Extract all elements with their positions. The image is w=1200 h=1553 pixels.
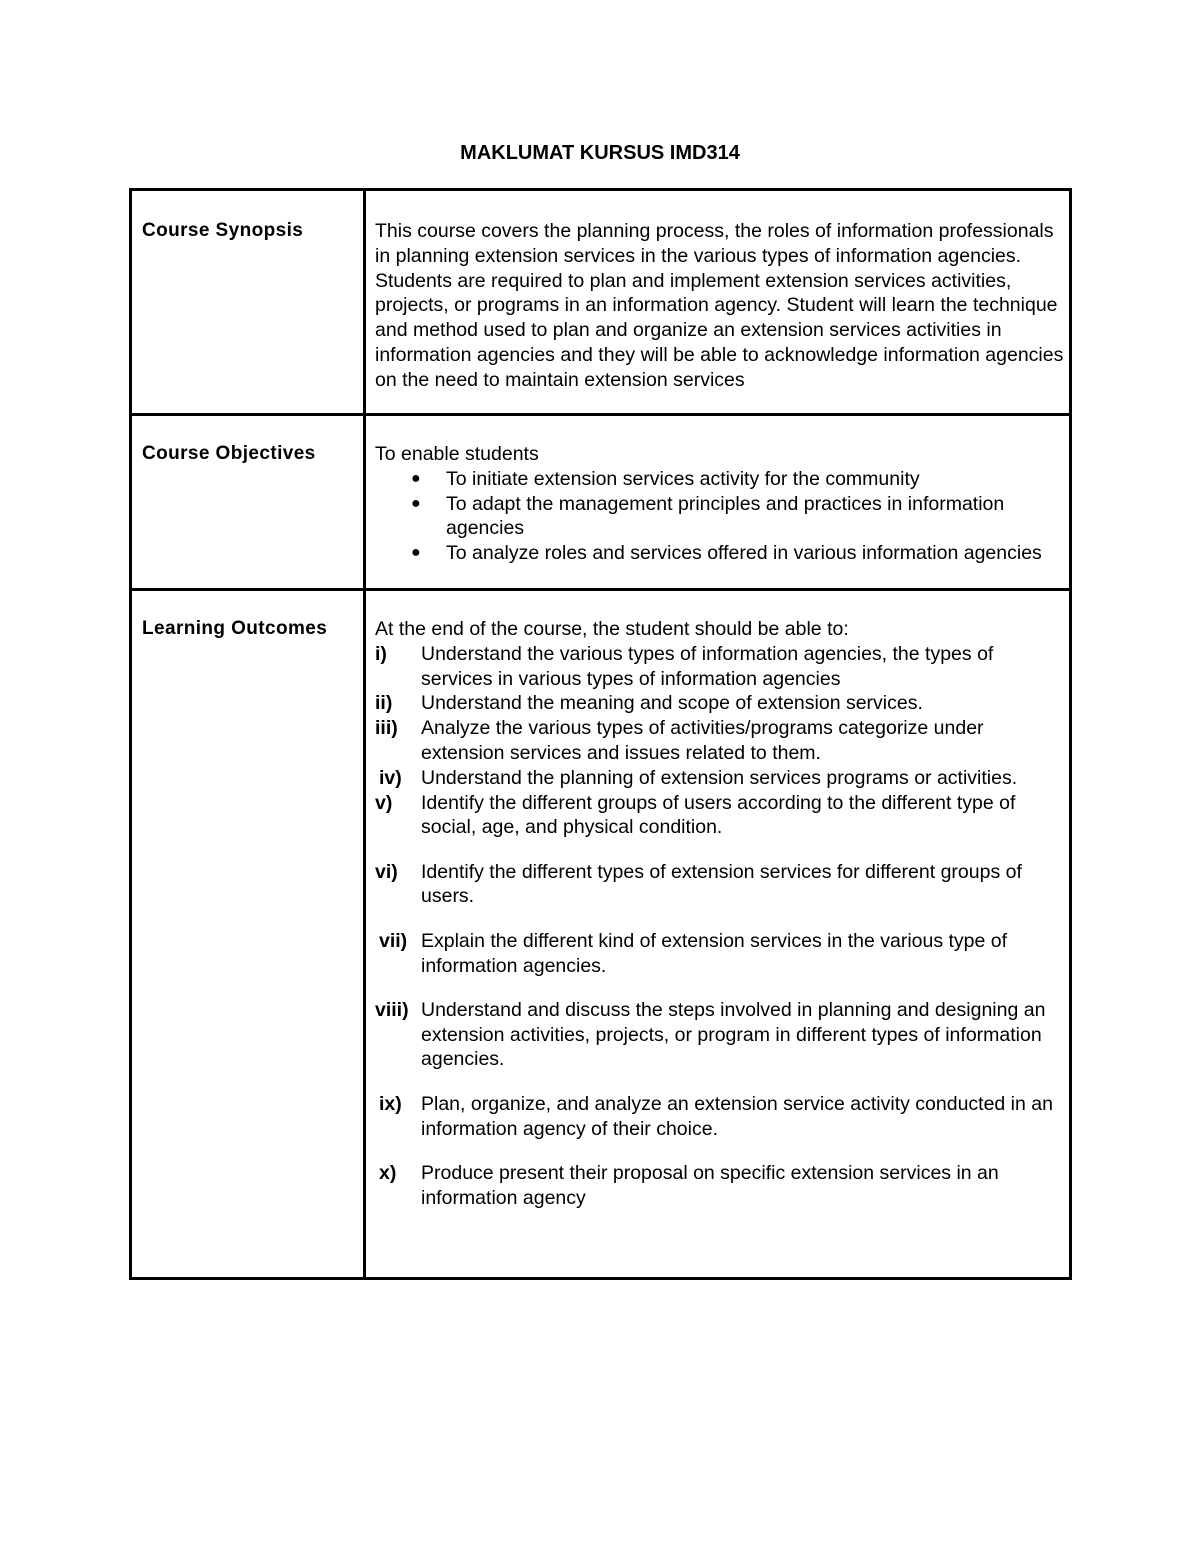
outcome-text: Identify the different types of extension services for different groups of users.: [421, 860, 1022, 908]
outcome-text: Produce present their proposal on specific extension services in an information agency: [421, 1161, 999, 1209]
objective-bullet: ● To initiate extension services activity for the community: [411, 467, 920, 490]
objectives-label: Course Objectives: [142, 443, 316, 464]
outcome-item: [375, 998, 1065, 1072]
outcome-item: [375, 716, 1065, 766]
outcome-number: iii): [375, 717, 398, 740]
synopsis-text: This course covers the planning process, the roles of information professionals in planning extension services in the various types of information agencies. Students are required to plan and implement extension services activities, projects, or programs in an information agency. Student will learn the technique and method used to plan and organize an extension services activities in information agencies and they will be able to acknowledge information agencies on the need to maintain extension services: [375, 220, 1064, 391]
outcome-text: Identify the different groups of users according to the different type of social, age, and physical condition.: [421, 791, 1016, 839]
outcome-item: [375, 860, 1065, 910]
outcome-text: Understand the various types of information agencies, the types of services in various types of information agencies: [421, 642, 994, 690]
outcomes-label: Learning Outcomes: [142, 618, 328, 639]
row-divider: [132, 588, 1069, 591]
outcome-item: [375, 642, 1065, 692]
objective-bullet: ● To analyze roles and services offered in various information agencies: [411, 542, 1042, 565]
outcomes-content: [375, 617, 1065, 1210]
outcome-number: i): [375, 642, 387, 665]
outcome-number: ix): [379, 1092, 402, 1115]
page-title: MAKLUMAT KURSUS IMD314: [460, 142, 740, 164]
outcome-text: Plan, organize, and analyze an extension service activity conducted in an information agency of their choice.: [421, 1092, 1053, 1140]
outcome-number: v): [375, 791, 393, 814]
outcome-item: [375, 1092, 1065, 1142]
outcome-text: Understand the meaning and scope of extension services.: [421, 692, 923, 715]
outcome-item: [375, 766, 1065, 791]
outcome-item: [375, 1161, 1065, 1211]
row-divider: [132, 413, 1069, 416]
outcome-item: [375, 691, 1065, 716]
objectives-intro: To enable students: [375, 443, 539, 465]
bullet-icon: ●: [411, 494, 421, 512]
column-divider: [363, 191, 366, 1277]
outcome-text: Understand and discuss the steps involved in planning and designing an extension activities, projects, or program in different types of information agencies.: [421, 998, 1046, 1071]
objective-bullet: ● To adapt the management principles and practices in information agencies: [411, 492, 1005, 540]
outcome-number: iv): [379, 766, 402, 789]
outcome-text: Explain the different kind of extension services in the various type of information agencies.: [421, 929, 1008, 977]
outcome-number: ii): [375, 692, 393, 715]
outcome-item: [375, 929, 1065, 979]
outcome-text: Understand the planning of extension services programs or activities.: [421, 766, 1018, 789]
outcomes-intro: At the end of the course, the student should be able to:: [375, 618, 849, 640]
outcome-text: Analyze the various types of activities/programs categorize under extension services and issues related to them.: [421, 717, 984, 764]
bullet-icon: ●: [411, 544, 421, 562]
outcome-number: x): [379, 1161, 397, 1184]
objectives-content: [375, 442, 1065, 566]
bullet-icon: ●: [411, 469, 421, 487]
outcome-item: [375, 791, 1065, 841]
synopsis-label: Course Synopsis: [142, 220, 304, 241]
course-info-table: [129, 188, 1072, 1280]
outcome-number: vii): [379, 929, 408, 952]
outcome-number: viii): [375, 998, 409, 1021]
outcome-number: vi): [375, 860, 398, 883]
